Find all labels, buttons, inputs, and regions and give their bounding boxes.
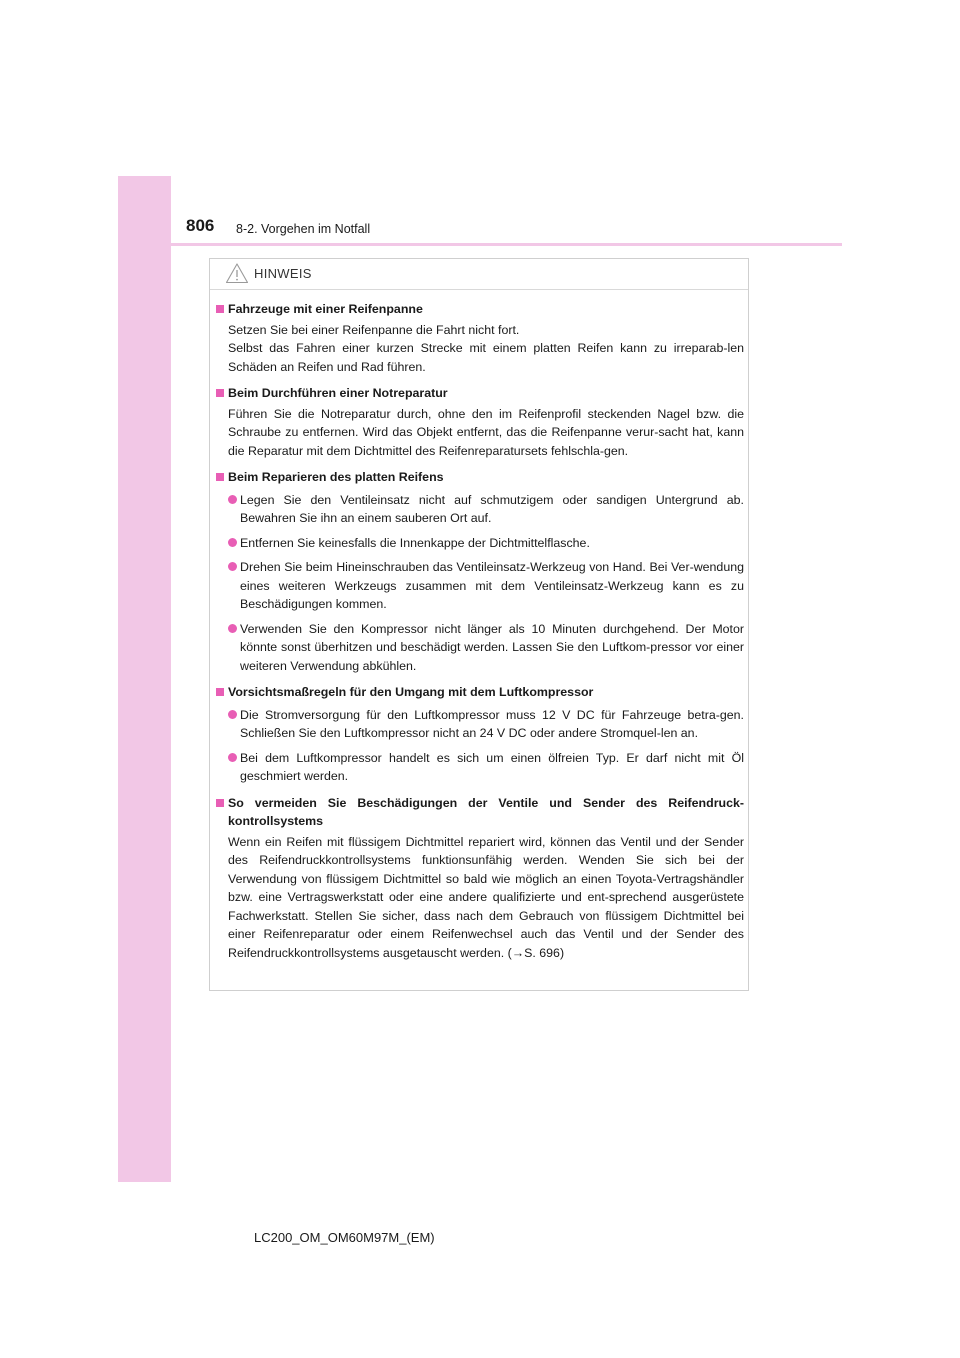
circle-bullet-icon <box>228 562 237 571</box>
notice-item-heading <box>216 468 744 487</box>
notice-item <box>216 300 744 376</box>
bullet-text: Drehen Sie beim Hineinschrauben das Ventileinsatz-Werkzeug von Hand. Bei Ver-wendung eines weiteren Werkzeugs zusammen mit dem Ventileinsatz-Werkzeug kann es zu Beschädigungen kommen. <box>240 560 744 611</box>
notice-item-title: Beim Durchführen einer Notreparatur <box>228 386 448 400</box>
notice-item-title: Fahrzeuge mit einer Reifenpanne <box>228 302 423 316</box>
notice-item-heading <box>216 300 744 319</box>
notice-content <box>216 300 744 970</box>
circle-bullet-icon <box>228 538 237 547</box>
circle-bullet-icon <box>228 624 237 633</box>
notice-item-text: Wenn ein Reifen mit flüssigem Dichtmittel repariert wird, können das Ventil und der Sender des Reifendruckkontrollsystems funktionsunfähig werden. Wenden Sie sich bei der Verwendung von flüssigem Dichtmittel so bald wie möglich an einen Toyota-Vertragshändler bzw. eine Vertragswerkstatt oder eine andere qualifizierte und ent-sprechend ausgerüstete Fachwerkstatt. Stellen Sie sicher, dass nach dem Gebrauch von flüssigem Dichtmittel bei einer Reifenreparatur oder einem Reifenwechsel auch das Ventil und der Sender des Reifendruckkontrollsystems ausgetauscht werden. (→S. 696) <box>228 834 744 960</box>
square-bullet-icon <box>216 305 224 313</box>
notice-item-heading <box>216 384 744 403</box>
section-title: 8-2. Vorgehen im Notfall <box>236 222 371 236</box>
notice-item-text: Setzen Sie bei einer Reifenpanne die Fahrt nicht fort. Selbst das Fahren einer kurzen Strecke mit einem platten Reifen kann zu irreparab-len Schäden an Reifen und Rad führen. <box>228 322 744 374</box>
circle-bullet-icon <box>228 753 237 762</box>
notice-header <box>210 259 748 290</box>
bullet-text: Verwenden Sie den Kompressor nicht länger als 10 Minuten durchgehend. Der Motor könnte sonst überhitzen und beschädigt werden. Lassen Sie den Luftkom-pressor vor einer weiteren Verwendung abkühlen. <box>240 621 744 673</box>
notice-item-title: Vorsichtsmaßregeln für den Umgang mit dem Luftkompressor <box>228 685 594 699</box>
notice-item-text: Führen Sie die Notreparatur durch, ohne den im Reifenprofil steckenden Nagel bzw. die Schraube zu entfernen. Wird das Objekt entfernt, das die Reifenpanne verur-sacht hat, kann die Reparatur mit dem Dichtmittel des Reifenreparatursets fehlschla-gen. <box>228 406 744 458</box>
notice-item <box>216 468 744 675</box>
bullet-text: Die Stromversorgung für den Luftkompressor muss 12 V DC für Fahrzeuge betra-gen. Schließen Sie den Luftkompressor nicht an 24 V DC oder andere Stromquel-len an. <box>240 707 744 740</box>
square-bullet-icon <box>216 389 224 397</box>
document-code: LC200_OM_OM60M97M_(EM) <box>254 1230 435 1245</box>
page-number: 806 <box>186 216 215 235</box>
square-bullet-icon <box>216 473 224 481</box>
notice-item-title: Beim Reparieren des platten Reifens <box>228 470 444 484</box>
circle-bullet-icon <box>228 710 237 719</box>
bullet-text: Legen Sie den Ventileinsatz nicht auf schmutzigem oder sandigen Untergrund ab. Bewahren Sie ihn an einem sauberen Ort auf. <box>240 492 744 525</box>
bullet-point <box>216 706 744 743</box>
square-bullet-icon <box>216 799 224 807</box>
notice-item <box>216 683 744 786</box>
side-color-band <box>118 176 171 1182</box>
notice-title: HINWEIS <box>254 266 312 281</box>
circle-bullet-icon <box>228 495 237 504</box>
notice-item-heading <box>216 794 744 831</box>
bullet-point <box>216 534 744 553</box>
bullet-text: Bei dem Luftkompressor handelt es sich um einen ölfreien Typ. Er darf nicht mit Öl geschmiert werden. <box>240 750 744 783</box>
warning-triangle-icon <box>225 262 249 284</box>
bullet-text: Entfernen Sie keinesfalls die Innenkappe der Dichtmittelflasche. <box>240 535 590 550</box>
bullet-point <box>216 491 744 528</box>
bullet-point <box>216 620 744 676</box>
notice-item-title: So vermeiden Sie Beschädigungen der Ventile und Sender des Reifendruck-kontrollsystems <box>228 795 744 828</box>
notice-item-heading <box>216 683 744 702</box>
header-rule <box>118 243 842 246</box>
notice-item <box>216 384 744 460</box>
notice-item <box>216 794 744 963</box>
square-bullet-icon <box>216 688 224 696</box>
bullet-point <box>216 749 744 786</box>
bullet-point <box>216 558 744 614</box>
notice-box <box>209 258 749 991</box>
